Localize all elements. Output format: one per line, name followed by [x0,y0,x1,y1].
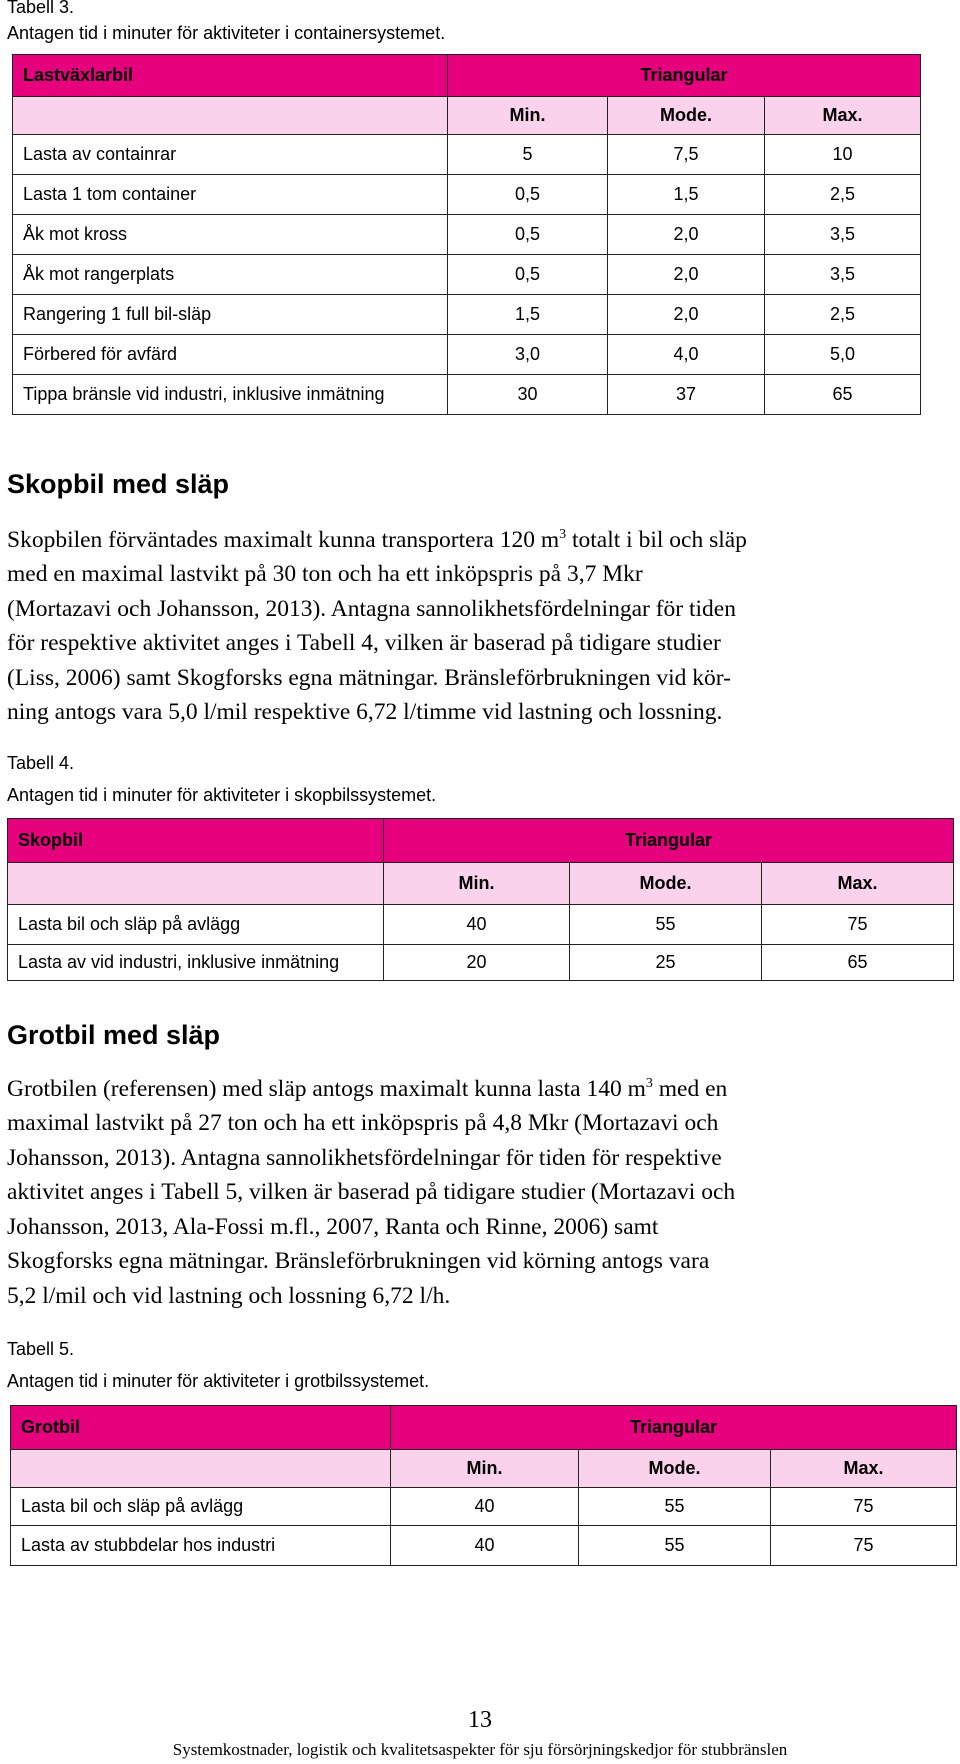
paragraph-line: med en maximal lastvikt på 30 ton och ha ett inköpspris på 3,7 Mkr [7,561,643,588]
paragraph-line: Skogforsks egna mätningar. Bränsleförbrukningen vid körning antogs vara [7,1248,710,1275]
row-label: Lasta av containrar [13,135,448,175]
table4-header-row [8,819,954,863]
paragraph-line: aktivitet anges i Tabell 5, vilken är baserad på tidigare studier (Mortazavi och [7,1179,736,1206]
cell-mode: 7,5 [608,135,765,175]
row-label: Åk mot rangerplats [13,255,448,295]
paragraph-line: 5,2 l/mil och vid lastning och lossning 6,72 l/h. [7,1282,451,1309]
cell-max: 3,5 [765,215,921,255]
row-label: Åk mot kross [13,215,448,255]
cell-max: 65 [765,375,921,415]
cell-mode: 4,0 [608,335,765,375]
table5 [10,1405,957,1566]
cell-min: 30 [448,375,608,415]
cell-mode: 2,0 [608,295,765,335]
cell-min: 40 [384,905,570,945]
cell-min: 20 [384,945,570,981]
table4-header-label: Skopbil [8,819,384,863]
cell-mode: 1,5 [608,175,765,215]
paragraph-line: för respektive aktivitet anges i Tabell 4, vilken är baserad på tidigare studier [7,630,721,657]
paragraph-line: Skopbilen förväntades maximalt kunna transportera 120 $m^3$ totalt i bil och släp [7,526,747,553]
table-row [13,335,921,375]
cell-mode: 25 [570,945,762,981]
page-footer: Systemkostnader, logistik och kvalitetsaspekter för sju försörjningskedjor för stubbränslen [172,1740,788,1759]
table3-caption-number: Tabell 3. [7,0,75,17]
cell-mode: 37 [608,375,765,415]
paragraph-line: ning antogs vara 5,0 l/mil respektive 6,72 l/timme vid lastning och lossning. [7,699,723,726]
page-number: 13 [468,1707,492,1733]
cell-min: 3,0 [448,335,608,375]
table4-header-group: Triangular [384,819,954,863]
table5-caption-text: Antagen tid i minuter för aktiviteter i grotbilssystemet. [7,1371,430,1391]
table-row [11,1488,957,1526]
table3-caption-text: Antagen tid i minuter för aktiviteter i containersystemet. [7,23,446,43]
table5-header-label: Grotbil [11,1406,391,1450]
paragraph-line: (Liss, 2006) samt Skogforsks egna mätningar. Bränsleförbrukningen vid kör- [7,664,731,691]
table5-col-min: Min. [391,1450,579,1488]
table-row [8,905,954,945]
table3-subheader-row [13,97,921,135]
paragraph-grotbil [7,1067,955,1313]
paragraph-line: Johansson, 2013). Antagna sannolikhetsfördelningar för tiden för respektive [7,1144,722,1171]
table3-col-mode: Mode. [608,97,765,135]
cell-max: 75 [771,1526,957,1566]
cell-min: 40 [391,1488,579,1526]
cell-max: 10 [765,135,921,175]
table-row [13,255,921,295]
table-row [13,135,921,175]
table3-header-label: Lastväxlarbil [13,55,448,97]
table4-col-min: Min. [384,863,570,905]
cell-min: 0,5 [448,255,608,295]
table-row [13,295,921,335]
row-label: Förbered för avfärd [13,335,448,375]
cell-min: 40 [391,1526,579,1566]
cell-min: 5 [448,135,608,175]
row-label: Lasta bil och släp på avlägg [8,905,384,945]
section-heading-skopbil: Skopbil med släp [7,469,230,499]
cell-min: 0,5 [448,175,608,215]
row-label: Lasta 1 tom container [13,175,448,215]
table4-caption-number: Tabell 4. [7,753,75,773]
cell-mode: 2,0 [608,255,765,295]
section-heading-grotbil: Grotbil med släp [7,1020,221,1050]
table4 [7,818,954,981]
row-label: Rangering 1 full bil-släp [13,295,448,335]
table5-header-group: Triangular [391,1406,957,1450]
cell-max: 75 [762,905,954,945]
paragraph-line: Johansson, 2013, Ala-Fossi m.fl., 2007, Ranta och Rinne, 2006) samt [7,1213,659,1240]
cell-min: 0,5 [448,215,608,255]
table-row [11,1526,957,1566]
cell-max: 2,5 [765,295,921,335]
table3 [12,54,921,415]
table-row [13,375,921,415]
cell-max: 75 [771,1488,957,1526]
row-label: Tippa bränsle vid industri, inklusive inmätning [13,375,448,415]
table5-col-mode: Mode. [579,1450,771,1488]
table4-caption-text: Antagen tid i minuter för aktiviteter i skopbilssystemet. [7,785,437,805]
cell-max: 5,0 [765,335,921,375]
cell-min: 1,5 [448,295,608,335]
cell-mode: 55 [579,1526,771,1566]
paragraph-line: maximal lastvikt på 27 ton och ha ett inköpspris på 4,8 Mkr (Mortazavi och [7,1110,719,1137]
table3-header-group: Triangular [448,55,921,97]
table4-col-max: Max. [762,863,954,905]
paragraph-skopbil [7,518,955,730]
paragraph-line: (Mortazavi och Johansson, 2013). Antagna sannolikhetsfördelningar för tiden [7,595,736,622]
table4-col-mode: Mode. [570,863,762,905]
table-row [8,945,954,981]
cell-mode: 55 [579,1488,771,1526]
table5-subheader-row [11,1450,957,1488]
table-row [13,215,921,255]
cell-max: 3,5 [765,255,921,295]
table5-header-row [11,1406,957,1450]
row-label: Lasta av vid industri, inklusive inmätning [8,945,384,981]
table3-col-max: Max. [765,97,921,135]
table5-col-max: Max. [771,1450,957,1488]
table3-col-min: Min. [448,97,608,135]
table5-caption-number: Tabell 5. [7,1339,75,1359]
cell-max: 65 [762,945,954,981]
table-row [13,175,921,215]
table3-header-row [13,55,921,97]
row-label: Lasta av stubbdelar hos industri [11,1526,391,1566]
cell-max: 2,5 [765,175,921,215]
table4-subheader-row [8,863,954,905]
cell-mode: 55 [570,905,762,945]
paragraph-line: Grotbilen (referensen) med släp antogs maximalt kunna lasta 140 $m^3$ med en [7,1075,728,1102]
row-label: Lasta bil och släp på avlägg [11,1488,391,1526]
cell-mode: 2,0 [608,215,765,255]
